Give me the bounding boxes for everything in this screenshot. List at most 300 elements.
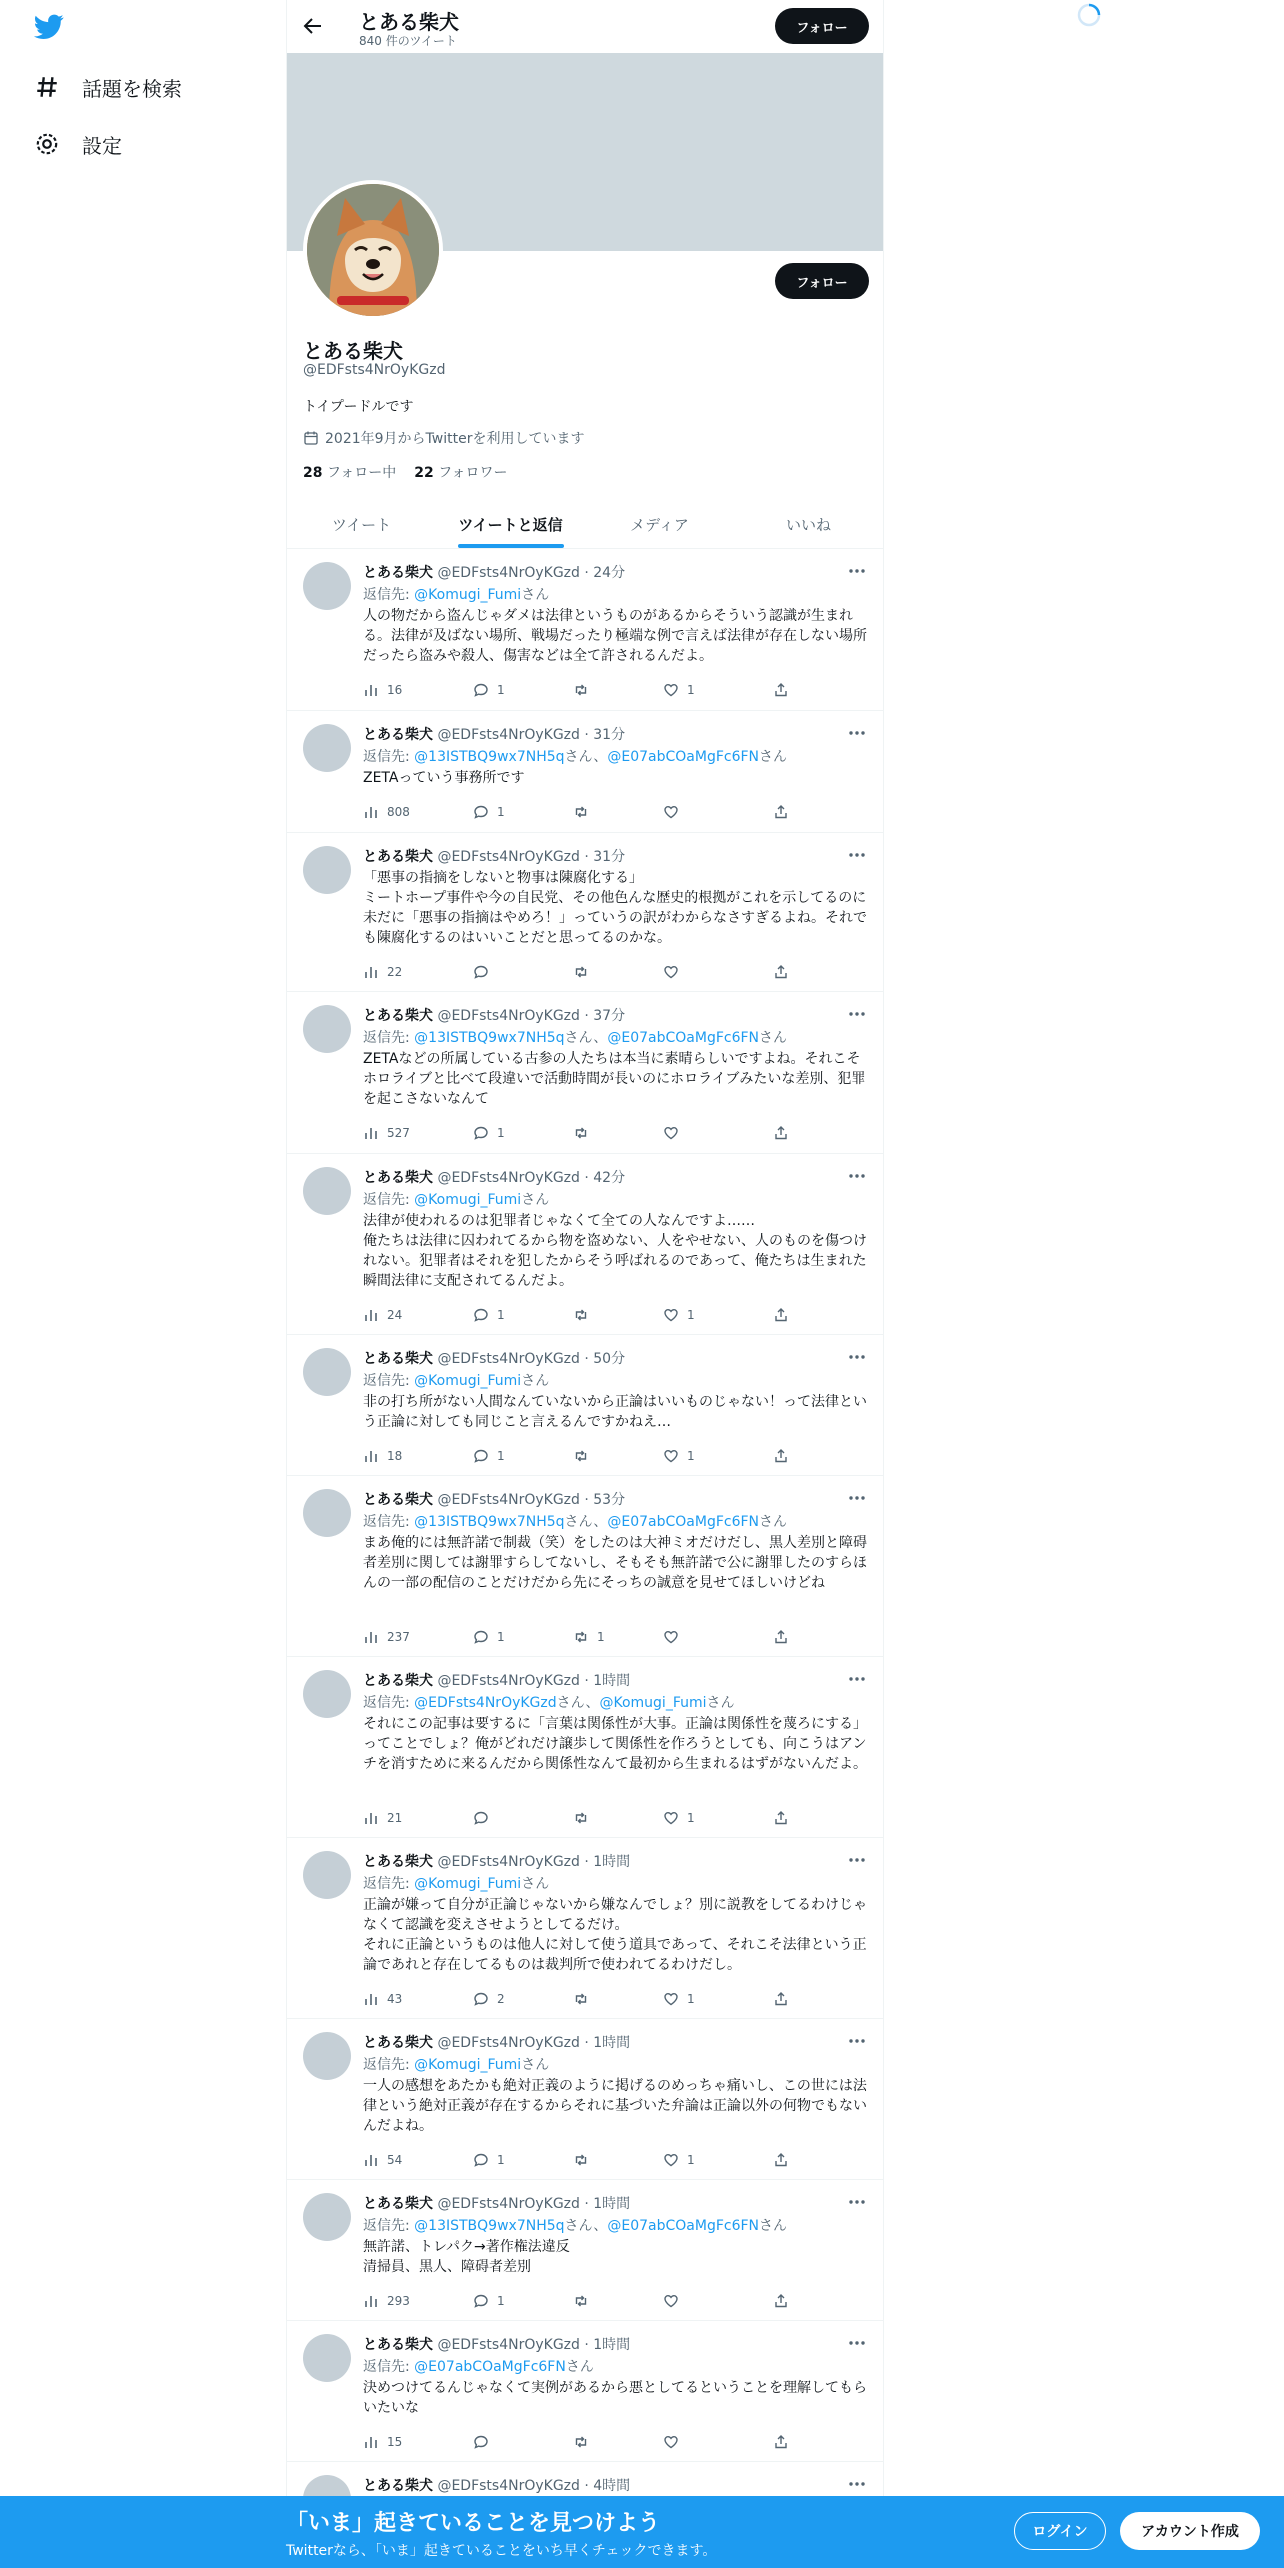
views-count: 22 — [387, 965, 403, 979]
like-button[interactable] — [663, 1307, 695, 1323]
views-button[interactable] — [363, 1125, 410, 1141]
tweet-meta[interactable]: @EDFsts4NrOyKGzd · 31分 — [437, 849, 626, 865]
tweet-item[interactable] — [287, 711, 883, 833]
like-button[interactable] — [663, 1991, 695, 2007]
tab-tweets[interactable]: ツイート — [331, 515, 392, 534]
views-button[interactable] — [363, 682, 402, 698]
views-count: 18 — [387, 1449, 403, 1463]
tweet-author-name[interactable]: とある柴犬 — [363, 2478, 433, 2494]
profile-joined — [303, 428, 584, 448]
tweet-author-name[interactable]: とある柴犬 — [363, 2196, 433, 2212]
left-navigation — [0, 0, 286, 2568]
tweet-author-name[interactable]: とある柴犬 — [363, 1170, 433, 1186]
more-options-icon[interactable] — [847, 2192, 867, 2212]
reply-bubble-icon — [473, 1991, 489, 2007]
tweet-author-name[interactable]: とある柴犬 — [363, 1673, 433, 1689]
like-count: 1 — [687, 1811, 695, 1825]
twitter-logo-icon[interactable] — [34, 14, 64, 40]
tweet-author-name[interactable]: とある柴犬 — [363, 727, 433, 743]
tweet-author-name[interactable]: とある柴犬 — [363, 1854, 433, 1870]
tweet-avatar[interactable] — [303, 1167, 351, 1215]
reply-button[interactable] — [473, 1991, 505, 2007]
reply-bubble-icon — [473, 804, 489, 820]
tweet-item[interactable] — [287, 1476, 883, 1657]
reply-bubble-icon — [473, 1629, 489, 1645]
tweet-reply-context: 返信先: @Komugi_Fumiさん — [363, 1192, 550, 1208]
views-button[interactable] — [363, 1448, 402, 1464]
reply-mention-link[interactable]: @E07abCOaMgFc6FN — [607, 1030, 760, 1046]
reply-button[interactable] — [473, 1307, 505, 1323]
reply-mention-link[interactable]: @E07abCOaMgFc6FN — [607, 1514, 760, 1530]
reply-mention-link[interactable]: @13ISTBQ9wx7NH5q — [414, 1030, 565, 1046]
reply-mention-link[interactable]: @13ISTBQ9wx7NH5q — [414, 749, 565, 765]
tab-media[interactable]: メディア — [630, 515, 689, 534]
tweet-reply-context: 返信先: @EDFsts4NrOyKGzdさん、@Komugi_Fumiさん — [363, 1695, 735, 1711]
reply-bubble-icon — [473, 2152, 489, 2168]
tweet-meta[interactable]: @EDFsts4NrOyKGzd · 24分 — [437, 565, 626, 581]
like-button[interactable] — [663, 2152, 695, 2168]
share-icon — [773, 682, 789, 698]
following-link[interactable]: 28 フォロー中 — [303, 465, 397, 481]
more-options-icon[interactable] — [847, 561, 867, 581]
tweet-actions — [363, 804, 803, 824]
tweet-item[interactable] — [287, 2321, 883, 2462]
share-button[interactable] — [773, 2152, 789, 2168]
tweet-avatar[interactable] — [303, 1348, 351, 1396]
reply-button[interactable] — [473, 1448, 505, 1464]
followers-link[interactable]: 22 フォロワー — [414, 465, 508, 481]
share-button[interactable] — [773, 682, 789, 698]
hashtag-icon — [34, 74, 60, 100]
like-count: 1 — [687, 683, 695, 697]
retweet-button[interactable] — [573, 1307, 597, 1323]
like-count: 1 — [687, 1308, 695, 1322]
tweet-header — [363, 724, 625, 744]
retweet-icon — [573, 1810, 589, 1826]
like-button[interactable] — [663, 964, 687, 980]
share-button[interactable] — [773, 1629, 789, 1645]
more-options-icon[interactable] — [847, 1850, 867, 1870]
tweet-item[interactable] — [287, 1335, 883, 1476]
tweet-author-name[interactable]: とある柴犬 — [363, 565, 433, 581]
views-chart-icon — [363, 2293, 379, 2309]
tweet-actions — [363, 1448, 803, 1468]
tweet-header — [363, 2193, 630, 2213]
reply-mention-link[interactable]: @Komugi_Fumi — [414, 1373, 522, 1389]
reply-count: 1 — [497, 1126, 505, 1140]
views-chart-icon — [363, 1448, 379, 1464]
heart-icon — [663, 1991, 679, 2007]
tweet-meta[interactable]: @EDFsts4NrOyKGzd · 1時間 — [437, 2196, 631, 2212]
views-chart-icon — [363, 1991, 379, 2007]
tweet-text: まあ俺的には無許諾で制裁（笑）をしたのは大神ミオだけだし、黒人差別と障碍者差別に関しては謝罪すらしてないし、そもそも無許諾で公に謝罪したのすらほんの一部の配信のことだけだから先にそっちの誠意を見せてほしいけどね — [363, 1535, 867, 1591]
retweet-icon — [573, 804, 589, 820]
share-button[interactable] — [773, 804, 789, 820]
tweet-avatar[interactable] — [303, 1489, 351, 1537]
views-chart-icon — [363, 682, 379, 698]
tweet-author-name[interactable]: とある柴犬 — [363, 2035, 433, 2051]
share-button[interactable] — [773, 964, 789, 980]
retweet-button[interactable] — [573, 1629, 605, 1645]
tweet-meta[interactable]: @EDFsts4NrOyKGzd · 1時間 — [437, 1673, 631, 1689]
views-button[interactable] — [363, 1810, 402, 1826]
reply-button[interactable] — [473, 1125, 505, 1141]
like-count: 1 — [687, 1992, 695, 2006]
tweet-item[interactable] — [287, 992, 883, 1154]
reply-count: 1 — [497, 2153, 505, 2167]
views-count: 293 — [387, 2294, 410, 2308]
share-icon — [773, 1810, 789, 1826]
views-count: 237 — [387, 1630, 410, 1644]
share-icon — [773, 1991, 789, 2007]
share-button[interactable] — [773, 1125, 789, 1141]
nav-explore[interactable] — [34, 67, 182, 107]
views-button[interactable] — [363, 804, 410, 820]
tweet-meta[interactable]: @EDFsts4NrOyKGzd · 37分 — [437, 1008, 626, 1024]
retweet-icon — [573, 964, 589, 980]
share-icon — [773, 2434, 789, 2450]
tweet-reply-context: 返信先: @Komugi_Fumiさん — [363, 587, 550, 603]
more-options-icon[interactable] — [847, 845, 867, 865]
share-button[interactable] — [773, 1448, 789, 1464]
reply-mention-link[interactable]: @13ISTBQ9wx7NH5q — [414, 1514, 565, 1530]
views-count: 54 — [387, 2153, 403, 2167]
reply-mention-link[interactable]: @EDFsts4NrOyKGzd — [414, 1695, 557, 1711]
tweet-author-name[interactable]: とある柴犬 — [363, 1351, 433, 1367]
like-button[interactable] — [663, 1448, 695, 1464]
views-count: 24 — [387, 1308, 403, 1322]
tweet-meta[interactable]: @EDFsts4NrOyKGzd · 1時間 — [437, 2337, 631, 2353]
tweet-actions — [363, 2434, 803, 2454]
reply-button[interactable] — [473, 1629, 505, 1645]
more-options-icon[interactable] — [847, 2474, 867, 2494]
heart-icon — [663, 2152, 679, 2168]
tweet-meta[interactable]: @EDFsts4NrOyKGzd · 31分 — [437, 727, 626, 743]
views-button[interactable] — [363, 1991, 402, 2007]
more-options-icon[interactable] — [847, 723, 867, 743]
tweet-header — [363, 1167, 625, 1187]
tweet-header — [363, 1348, 625, 1368]
views-count: 808 — [387, 805, 410, 819]
tweet-actions — [363, 1991, 803, 2011]
retweet-button[interactable] — [573, 1448, 597, 1464]
reply-count: 1 — [497, 1449, 505, 1463]
more-options-icon[interactable] — [847, 1347, 867, 1367]
views-button[interactable] — [363, 1629, 410, 1645]
tweet-header — [363, 562, 625, 582]
share-icon — [773, 964, 789, 980]
tweet-reply-context: 返信先: @13ISTBQ9wx7NH5qさん、@E07abCOaMgFc6FNさん — [363, 1514, 788, 1530]
tweet-reply-context: 返信先: @Komugi_Fumiさん — [363, 1373, 550, 1389]
reply-bubble-icon — [473, 2434, 489, 2450]
reply-mention-link[interactable]: @Komugi_Fumi — [414, 1876, 522, 1892]
tweet-meta[interactable]: @EDFsts4NrOyKGzd · 1時間 — [437, 2035, 631, 2051]
retweet-icon — [573, 2152, 589, 2168]
heart-icon — [663, 804, 679, 820]
retweet-count: 1 — [597, 1630, 605, 1644]
reply-count: 1 — [497, 2294, 505, 2308]
heart-icon — [663, 2434, 679, 2450]
views-chart-icon — [363, 1810, 379, 1826]
share-icon — [773, 1629, 789, 1645]
more-options-icon[interactable] — [847, 1488, 867, 1508]
views-count: 21 — [387, 1811, 403, 1825]
reply-bubble-icon — [473, 1125, 489, 1141]
tweet-item[interactable] — [287, 1154, 883, 1335]
views-chart-icon — [363, 1125, 379, 1141]
retweet-button[interactable] — [573, 1125, 597, 1141]
back-arrow-icon[interactable] — [301, 14, 325, 38]
tweet-actions — [363, 1307, 803, 1327]
views-chart-icon — [363, 964, 379, 980]
profile-bio: トイプードルです — [303, 399, 414, 415]
like-button[interactable] — [663, 2293, 687, 2309]
tweet-avatar[interactable] — [303, 846, 351, 894]
share-icon — [773, 1307, 789, 1323]
main-column — [286, 0, 884, 2568]
more-options-icon[interactable] — [847, 2333, 867, 2353]
reply-count: 1 — [497, 1630, 505, 1644]
header-follow-button[interactable]: フォロー — [775, 8, 869, 44]
tweet-actions — [363, 1810, 803, 1830]
tweet-text: 「悪事の指摘をしないと物事は陳腐化する」 ミートホープ事件や今の自民党、その他色んな歴史的根拠がこれを示してるのに未だに「悪事の指摘はやめろ！」っていうの訳がわからなさすぎるよね。それでも陳腐化するのはいいことだと思ってるのかな。 — [363, 870, 867, 946]
views-chart-icon — [363, 2152, 379, 2168]
views-chart-icon — [363, 1307, 379, 1323]
nav-explore-label: 話題を検索 — [82, 76, 182, 101]
retweet-icon — [573, 1629, 589, 1645]
like-button[interactable] — [663, 1125, 687, 1141]
retweet-button[interactable] — [573, 964, 597, 980]
tweet-reply-context: 返信先: @13ISTBQ9wx7NH5qさん、@E07abCOaMgFc6FNさん — [363, 749, 788, 765]
share-button[interactable] — [773, 1991, 789, 2007]
like-count: 1 — [687, 2153, 695, 2167]
views-button[interactable] — [363, 1307, 402, 1323]
profile-joined-text: 2021年9月からTwitterを利用しています — [325, 431, 585, 447]
profile-name: とある柴犬 — [303, 339, 403, 363]
tweet-text: 法律が使われるのは犯罪者じゃなくて全ての人なんですよ…… 俺たちは法律に囚われてるから物を盗めない、人をやせない、人のものを傷つけれない。犯罪者はそれを犯したからそう呼ばれるのであって、俺たちは生まれた瞬間法律に支配されてるんだよ。 — [363, 1213, 867, 1289]
like-button[interactable] — [663, 2434, 687, 2450]
tweet-actions — [363, 1125, 803, 1145]
reply-button[interactable] — [473, 2293, 505, 2309]
share-button[interactable] — [773, 1810, 789, 1826]
tweet-avatar[interactable] — [303, 562, 351, 610]
heart-icon — [663, 1810, 679, 1826]
reply-button[interactable] — [473, 964, 497, 980]
retweet-icon — [573, 1448, 589, 1464]
profile-follow-stats — [303, 462, 508, 482]
reply-count: 2 — [497, 1992, 505, 2006]
signup-banner-subtitle: Twitterなら、「いま」起きていることをいち早くチェックできます。 — [286, 2543, 717, 2559]
tweet-avatar[interactable] — [303, 1005, 351, 1053]
tweet-header — [363, 2475, 630, 2495]
heart-icon — [663, 1629, 679, 1645]
tweet-item[interactable] — [287, 2180, 883, 2321]
reply-button[interactable] — [473, 682, 505, 698]
share-button[interactable] — [773, 2293, 789, 2309]
tweet-avatar[interactable] — [303, 724, 351, 772]
tweet-actions — [363, 682, 803, 702]
like-count: 1 — [687, 1449, 695, 1463]
profile-avatar[interactable] — [303, 180, 443, 320]
reply-mention-link[interactable]: @Komugi_Fumi — [414, 2057, 522, 2073]
profile-follow-button[interactable]: フォロー — [775, 263, 869, 299]
reply-mention-link[interactable]: @E07abCOaMgFc6FN — [607, 749, 760, 765]
tweet-text: 無許諾、トレパク→著作権法違反 清掃員、黒人、障碍者差別 — [363, 2239, 570, 2275]
views-chart-icon — [363, 804, 379, 820]
retweet-icon — [573, 682, 589, 698]
heart-icon — [663, 1125, 679, 1141]
views-chart-icon — [363, 2434, 379, 2450]
reply-mention-link[interactable]: @13ISTBQ9wx7NH5q — [414, 2218, 565, 2234]
share-button[interactable] — [773, 1307, 789, 1323]
profile-header-bar — [287, 0, 883, 53]
more-options-icon[interactable] — [847, 1166, 867, 1186]
reply-count: 1 — [497, 683, 505, 697]
tweet-item[interactable] — [287, 549, 883, 711]
tweet-avatar[interactable] — [303, 1670, 351, 1718]
signup-banner — [0, 2496, 1284, 2568]
tweet-text: 正論が嫌って自分が正論じゃないから嫌なんでしょ？別に説教をしてるわけじゃなくて認識を変えさせようとしてるだけ。 それに正論というものは他人に対して使う道具であって、それこそ法律という正論であれと存在してるものは裁判所で使われてるわけだし。 — [363, 1897, 867, 1973]
tweet-reply-context: 返信先: @Komugi_Fumiさん — [363, 1876, 550, 1892]
login-button[interactable]: ログイン — [1014, 2512, 1106, 2550]
tweet-author-name[interactable]: とある柴犬 — [363, 1492, 433, 1508]
reply-bubble-icon — [473, 964, 489, 980]
signup-banner-title: 「いま」起きていることを見つけよう — [286, 2511, 661, 2536]
views-chart-icon — [363, 1629, 379, 1645]
share-icon — [773, 1125, 789, 1141]
tweet-header — [363, 1851, 630, 1871]
tweet-reply-context: 返信先: @13ISTBQ9wx7NH5qさん、@E07abCOaMgFc6FNさん — [363, 1030, 788, 1046]
like-button[interactable] — [663, 1629, 687, 1645]
views-count: 16 — [387, 683, 403, 697]
reply-bubble-icon — [473, 1448, 489, 1464]
like-button[interactable] — [663, 804, 687, 820]
tweet-header — [363, 1005, 625, 1025]
tweet-avatar[interactable] — [303, 1851, 351, 1899]
retweet-button[interactable] — [573, 804, 597, 820]
heart-icon — [663, 682, 679, 698]
tweet-avatar[interactable] — [303, 2193, 351, 2241]
heart-icon — [663, 1307, 679, 1323]
tweet-actions — [363, 964, 803, 984]
tweet-item[interactable] — [287, 833, 883, 992]
tweet-header — [363, 1489, 625, 1509]
retweet-button[interactable] — [573, 1991, 597, 2007]
tweet-meta[interactable]: @EDFsts4NrOyKGzd · 42分 — [437, 1170, 626, 1186]
tab-likes[interactable]: いいね — [785, 515, 831, 534]
retweet-button[interactable] — [573, 1810, 597, 1826]
reply-mention-link[interactable]: @Komugi_Fumi — [599, 1695, 707, 1711]
heart-icon — [663, 964, 679, 980]
heart-icon — [663, 1448, 679, 1464]
reply-mention-link[interactable]: @Komugi_Fumi — [414, 1192, 522, 1208]
share-icon — [773, 2293, 789, 2309]
tweet-meta[interactable]: @EDFsts4NrOyKGzd · 53分 — [437, 1492, 626, 1508]
tweet-actions — [363, 2152, 803, 2172]
like-button[interactable] — [663, 1810, 695, 1826]
tweet-meta[interactable]: @EDFsts4NrOyKGzd · 4時間 — [437, 2478, 631, 2494]
retweet-button[interactable] — [573, 682, 597, 698]
views-button[interactable] — [363, 2152, 402, 2168]
reply-mention-link[interactable]: @E07abCOaMgFc6FN — [607, 2218, 760, 2234]
tweet-actions — [363, 2293, 803, 2313]
reply-count: 1 — [497, 805, 505, 819]
tweet-meta[interactable]: @EDFsts4NrOyKGzd · 50分 — [437, 1351, 626, 1367]
tweet-item[interactable] — [287, 1657, 883, 1838]
reply-mention-link[interactable]: @Komugi_Fumi — [414, 587, 522, 603]
reply-button[interactable] — [473, 804, 505, 820]
retweet-button[interactable] — [573, 2152, 597, 2168]
nav-settings[interactable] — [34, 124, 122, 164]
signup-button[interactable]: アカウント作成 — [1120, 2512, 1260, 2550]
tweet-header — [363, 2032, 630, 2052]
retweet-icon — [573, 1991, 589, 2007]
shiba-dog-avatar-icon — [307, 184, 439, 316]
tweet-author-name[interactable]: とある柴犬 — [363, 849, 433, 865]
header-tweet-count: 840 件のツイート — [359, 34, 457, 48]
tweet-item[interactable] — [287, 1838, 883, 2019]
heart-icon — [663, 2293, 679, 2309]
tweet-reply-context: 返信先: @13ISTBQ9wx7NH5qさん、@E07abCOaMgFc6FNさん — [363, 2218, 788, 2234]
retweet-button[interactable] — [573, 2293, 597, 2309]
more-options-icon[interactable] — [847, 1004, 867, 1024]
nav-settings-label: 設定 — [82, 133, 122, 158]
reply-mention-link[interactable]: @E07abCOaMgFc6FN — [414, 2359, 566, 2375]
share-button[interactable] — [773, 2434, 789, 2450]
retweet-button[interactable] — [573, 2434, 597, 2450]
reply-button[interactable] — [473, 2152, 505, 2168]
reply-bubble-icon — [473, 682, 489, 698]
tweet-header — [363, 1670, 630, 1690]
tweet-meta[interactable]: @EDFsts4NrOyKGzd · 1時間 — [437, 1854, 631, 1870]
reply-button[interactable] — [473, 2434, 497, 2450]
views-button[interactable] — [363, 2293, 410, 2309]
more-options-icon[interactable] — [847, 2031, 867, 2051]
tweet-avatar[interactable] — [303, 2032, 351, 2080]
tweet-text: 決めつけてるんじゃなくて実例があるから悪としてるということを理解してもらいたいな — [363, 2380, 867, 2416]
tweet-text: 一人の感想をあたかも絶対正義のように掲げるのめっちゃ痛いし、この世には法律という絶対正義が存在するからそれに基づいた弁論は正論以外の何物でもないんだよね。 — [363, 2078, 867, 2134]
tweet-reply-context: 返信先: @Komugi_Fumiさん — [363, 2057, 550, 2073]
more-options-icon[interactable] — [847, 1669, 867, 1689]
reply-bubble-icon — [473, 1307, 489, 1323]
tweet-text: 人の物だから盗んじゃダメは法律というものがあるからそういう認識が生まれる。法律が及ばない場所、戦場だったり極端な例で言えば法律が存在しない場所だったら盗みや殺人、傷害などは全て許されるんだよ。 — [363, 608, 867, 664]
retweet-icon — [573, 2434, 589, 2450]
tweet-text: ZETAっていう事務所です — [363, 770, 525, 786]
views-button[interactable] — [363, 964, 402, 980]
tweet-actions — [363, 1629, 803, 1649]
views-count: 527 — [387, 1126, 410, 1140]
profile-tabs — [287, 500, 883, 549]
share-icon — [773, 804, 789, 820]
reply-bubble-icon — [473, 2293, 489, 2309]
retweet-icon — [573, 1307, 589, 1323]
tweet-item[interactable] — [287, 2019, 883, 2180]
views-button[interactable] — [363, 2434, 402, 2450]
tab-tweets-and-replies[interactable]: ツイートと返信 — [436, 500, 585, 548]
tweet-author-name[interactable]: とある柴犬 — [363, 2337, 433, 2353]
loading-spinner-icon — [1076, 2, 1102, 28]
tweet-reply-context: 返信先: @E07abCOaMgFc6FNさん — [363, 2359, 594, 2375]
tweet-author-name[interactable]: とある柴犬 — [363, 1008, 433, 1024]
reply-button[interactable] — [473, 1810, 497, 1826]
tweet-text: それにこの記事は要するに「言葉は関係性が大事。正論は関係性を蔑ろにする」ってことでしょ？俺がどれだけ譲歩して関係性を作ろうとしても、向こうはアンチを消すために来るんだから関係性なんて最初から生まれるはずがないんだよ。 — [363, 1716, 867, 1772]
tweet-avatar[interactable] — [303, 2334, 351, 2382]
tweet-text: ZETAなどの所属している古参の人たちは本当に素晴らしいですよね。それこそホロライブと比べて段違いで活動時間が長いのにホロライブみたいな差別、犯罪を起こさないなんて — [363, 1051, 866, 1107]
like-button[interactable] — [663, 682, 695, 698]
retweet-icon — [573, 2293, 589, 2309]
tweet-text: 非の打ち所がない人間なんていないから正論はいいものじゃない！って法律という正論に対しても同じこと言えるんですかねえ… — [363, 1394, 867, 1430]
share-icon — [773, 2152, 789, 2168]
